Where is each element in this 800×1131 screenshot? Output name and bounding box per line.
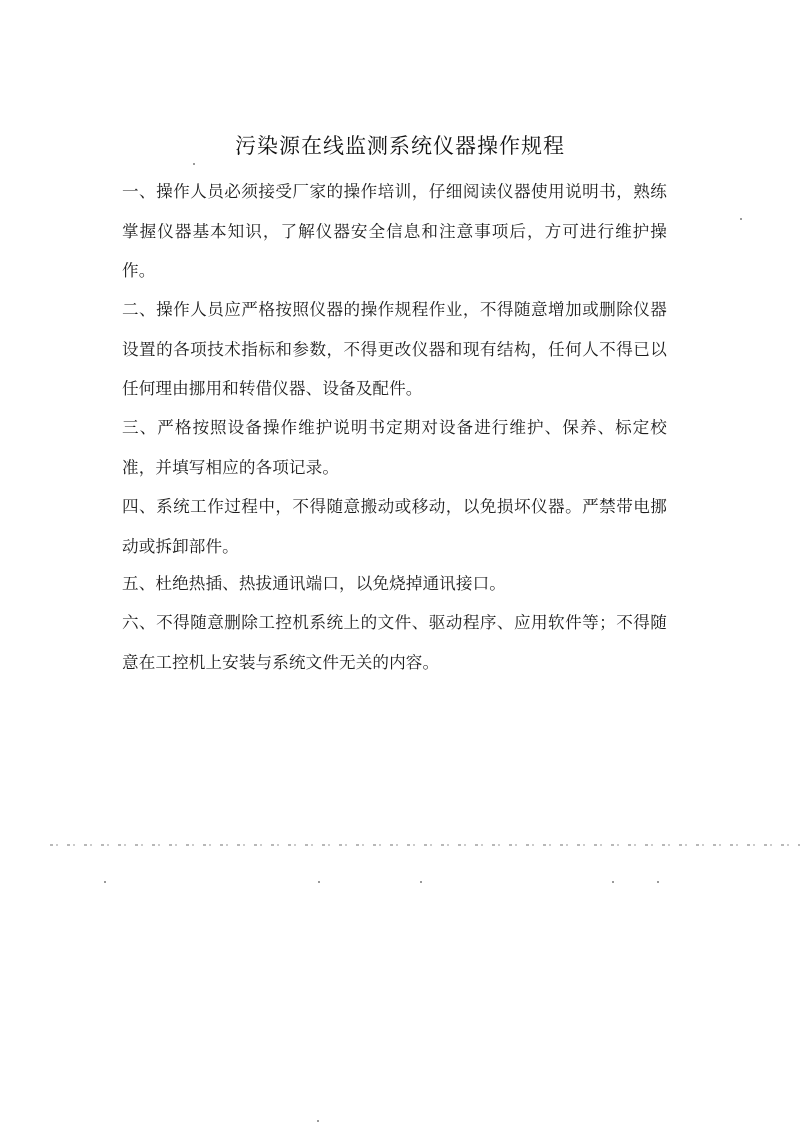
rule-paragraph-3: 三、严格按照设备操作维护说明书定期对设备进行维护、保养、标定校准，并填写相应的各项记录。 <box>122 418 667 477</box>
scan-speck <box>317 1120 319 1122</box>
document-title: 污染源在线监测系统仪器操作规程 <box>235 134 565 158</box>
scan-speck <box>612 881 614 883</box>
rule-paragraph-2: 二、操作人员应严格按照仪器的操作规程作业，不得随意增加或删除仪器设置的各项技术指标和参数，不得更改仪器和现有结构，任何人不得已以任何理由挪用和转借仪器、设备及配件。 <box>122 300 667 398</box>
rule-paragraph-5: 五、杜绝热插、热拔通讯端口，以免烧掉通讯接口。 <box>122 574 506 593</box>
scan-speck <box>318 881 320 883</box>
scan-speck <box>420 881 422 883</box>
scan-artifact-line <box>50 844 800 846</box>
scan-speck <box>740 218 742 220</box>
scan-speck <box>193 163 195 165</box>
rule-paragraph-4: 四、系统工作过程中，不得随意搬动或移动，以免损坏仪器。严禁带电挪动或拆卸部件。 <box>122 497 667 556</box>
scan-speck <box>657 881 659 883</box>
rule-paragraph-6: 六、不得随意删除工控机系统上的文件、驱动程序、应用软件等；不得随意在工控机上安装与系统文件无关的内容。 <box>122 613 667 672</box>
rule-paragraph-1: 一、操作人员必须接受厂家的操作培训，仔细阅读仪器使用说明书，熟练掌握仪器基本知识，了解仪器安全信息和注意事项后，方可进行维护操作。 <box>122 182 667 280</box>
scan-speck <box>104 881 106 883</box>
